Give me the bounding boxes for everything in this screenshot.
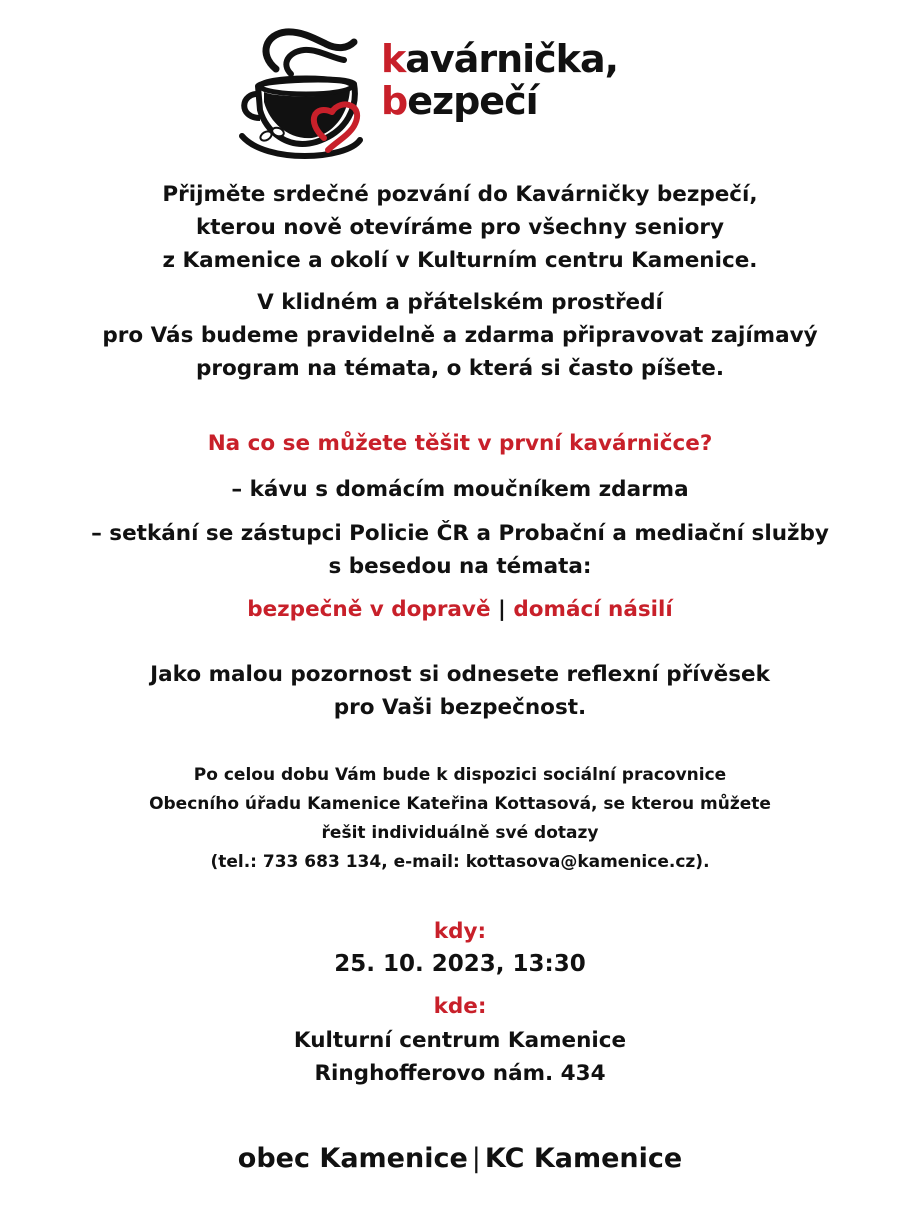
where-value: [0, 1024, 920, 1090]
intro-line-2: kterou nově otevíráme pro všechny seniory: [195, 215, 725, 240]
logo-line-2-rest: ezpečí: [407, 79, 538, 123]
program-line-1: V klidném a přátelském prostředí: [257, 290, 663, 315]
when-label-text: kdy:: [433, 919, 487, 944]
question-text: Na co se můžete těšit v první kavárničce?: [207, 431, 713, 456]
coffee-cup-with-heart-icon: [236, 14, 376, 164]
logo-wordmark: [381, 38, 618, 122]
intro-paragraph: [0, 178, 920, 277]
event-date-time: 25. 10. 2023, 13:30: [334, 951, 586, 977]
venue-name: Kulturní centrum Kamenice: [293, 1028, 627, 1053]
footer-organizers: [0, 1140, 920, 1178]
list-item-meeting-line-1: – setkání se zástupci Policie ČR a Probační a mediační služby: [91, 521, 829, 546]
program-line-2: pro Vás budeme pravidelně a zdarma připravovat zajímavý: [102, 323, 818, 348]
social-line-3: řešit individuálně své dotazy: [321, 823, 599, 843]
intro-line-1: Přijměte srdečné pozvání do Kavárničky bezpečí,: [162, 182, 758, 207]
gift-line-2: pro Vaši bezpečnost.: [333, 695, 587, 720]
topic-traffic-safety: bezpečně v dopravě: [247, 597, 491, 622]
social-worker-paragraph: [0, 761, 920, 877]
topics-row: [0, 593, 920, 626]
list-item-meeting-line-2: s besedou na témata:: [328, 554, 592, 579]
topics-separator: |: [498, 597, 506, 622]
footer-row: [0, 1140, 920, 1178]
footer-organizer-municipality: obec Kamenice: [237, 1143, 468, 1174]
social-line-2: Obecního úřadu Kamenice Kateřina Kottasová, se kterou můžete: [149, 794, 771, 814]
where-label: [0, 990, 920, 1023]
list-item-coffee-text: – kávu s domácím moučníkem zdarma: [231, 477, 689, 502]
gift-paragraph: [0, 658, 920, 724]
logo: [236, 14, 656, 164]
when-value: [0, 948, 920, 981]
logo-line-1: [381, 38, 618, 80]
program-paragraph: [0, 286, 920, 385]
intro-line-3: z Kamenice a okolí v Kulturním centru Kamenice.: [162, 248, 758, 273]
social-contact-line: (tel.: 733 683 134, e-mail: kottasova@kamenice.cz).: [210, 852, 710, 872]
list-item-meeting: [0, 517, 920, 583]
footer-separator: |: [471, 1143, 481, 1174]
where-label-text: kde:: [433, 994, 487, 1019]
topics-line: [0, 593, 920, 626]
social-line-1: Po celou dobu Vám bude k dispozici sociální pracovnice: [193, 765, 727, 785]
question-heading: [0, 427, 920, 460]
venue-address: Ringhofferovo nám. 434: [314, 1061, 606, 1086]
logo-line-1-rest: avárnička,: [405, 37, 619, 81]
footer-organizer-kc: KC Kamenice: [484, 1143, 683, 1174]
topic-domestic-violence: domácí násilí: [513, 597, 673, 622]
program-line-3: program na témata, o která si často píšete.: [195, 356, 725, 381]
logo-line-1-initial: k: [381, 37, 406, 81]
when-label: [0, 915, 920, 948]
gift-line-1: Jako malou pozornost si odnesete reflexní přívěsek: [150, 662, 770, 687]
logo-line-2-initial: b: [381, 79, 408, 123]
logo-line-2: [381, 80, 618, 122]
list-item-coffee: [0, 473, 920, 506]
